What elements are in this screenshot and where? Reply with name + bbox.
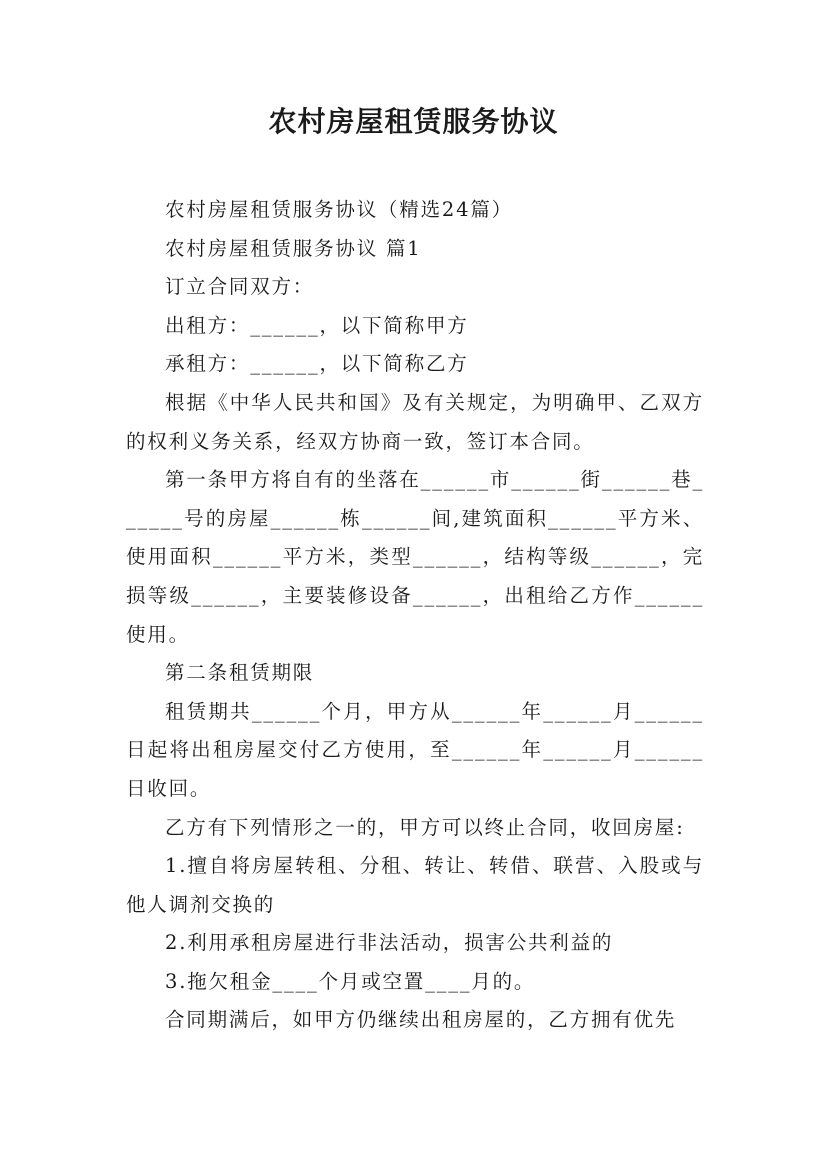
paragraph-lessee: 承租方：______，以下简称乙方 bbox=[165, 352, 469, 376]
document-body bbox=[126, 191, 704, 1040]
paragraph-article-1: 第一条甲方将自有的坐落在______市______街______巷______号的房屋______栋______间,建筑面积______平方米、使用面积______平方米，类型______，结构等级______，完损等级______，主要装修设备______，出租给乙方作______使用。 bbox=[126, 468, 704, 646]
document-title: 农村房屋租赁服务协议 bbox=[268, 105, 559, 138]
paragraph-termination-item-1: 1.擅自将房屋转租、分租、转让、转借、联营、入股或与他人调剂交换的 bbox=[126, 854, 704, 916]
paragraph-lessor: 出租方：______，以下简称甲方 bbox=[165, 313, 469, 337]
paragraph-article-2-heading: 第二条租赁期限 bbox=[165, 661, 315, 685]
paragraph-renewal: 合同期满后，如甲方仍继续出租房屋的，乙方拥有优先 bbox=[165, 1008, 677, 1032]
paragraph-lease-term: 租赁期共______个月，甲方从______年______月______日起将出租房屋交付乙方使用，至______年______月______日收回。 bbox=[126, 699, 704, 800]
paragraph-preamble: 根据《中华人民共和国》及有关规定，为明确甲、乙双方的权利义务关系，经双方协商一致，签订本合同。 bbox=[126, 390, 704, 453]
paragraph-subtitle: 农村房屋租赁服务协议（精选24篇） bbox=[165, 198, 513, 221]
paragraph-section-heading: 农村房屋租赁服务协议 篇1 bbox=[165, 236, 422, 260]
paragraph-termination-item-3: 3.拖欠租金____个月或空置____月的。 bbox=[165, 969, 536, 993]
paragraph-termination-item-2: 2.利用承租房屋进行非法活动，损害公共利益的 bbox=[165, 931, 614, 955]
paragraph-termination-intro: 乙方有下列情形之一的，甲方可以终止合同，收回房屋: bbox=[165, 815, 685, 839]
paragraph-parties-heading: 订立合同双方： bbox=[165, 275, 315, 299]
